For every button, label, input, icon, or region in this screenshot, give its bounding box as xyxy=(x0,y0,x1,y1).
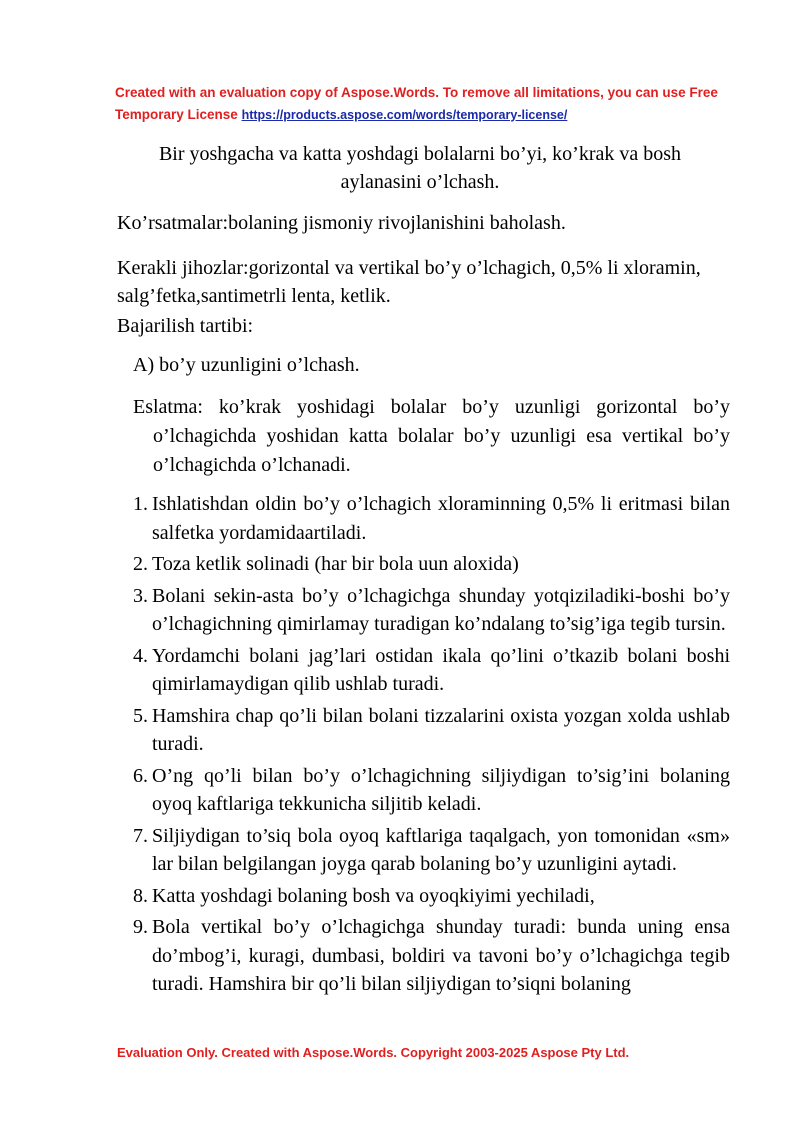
steps-list xyxy=(133,490,730,1002)
list-item xyxy=(133,913,730,999)
list-item xyxy=(133,702,730,759)
indications-paragraph: Ko’rsatmalar:bolaning jismoniy rivojlanishini baholash. xyxy=(117,212,566,234)
step-number: 3. xyxy=(133,584,148,607)
step-text: Ishlatishdan oldin bo’y o’lchagich xloraminning 0,5% li eritmasi bilan salfetka yordamidaartiladi. xyxy=(152,493,730,544)
section-a-heading: A) bo’y uzunligini o’lchash. xyxy=(133,354,360,376)
evaluation-footer: Evaluation Only. Created with Aspose.Words. Copyright 2003-2025 Aspose Pty Ltd. xyxy=(117,1045,630,1060)
step-text: Bola vertikal bo’y o’lchagichga shunday turadi: bunda uning ensa do’mbog’i, kuragi, dumbasi, boldiri va tavoni bo’y o’lchagichga tegib turadi. Hamshira bir qo’li bilan siljiydigan to’siqni bolaning xyxy=(152,916,730,995)
procedure-label: Bajarilish tartibi: xyxy=(117,315,254,337)
banner-text: Created with an evaluation copy of Aspose.Words. To remove all limitations, you can use Free Temporary License xyxy=(115,85,718,122)
step-text: Bolani sekin-asta bo’y o’lchagichga shunday yotqiziladiki-boshi bo’y o’lchagichning qimirlamay turadigan ko’ndalang to’sig’iga tegib tursin. xyxy=(152,584,730,635)
license-link[interactable]: https://products.aspose.com/words/temporary-license/ xyxy=(241,108,568,122)
list-item xyxy=(133,762,730,819)
step-number: 9. xyxy=(133,916,148,938)
list-item xyxy=(133,550,730,579)
list-item xyxy=(133,490,730,547)
list-item xyxy=(133,642,730,699)
step-number: 6. xyxy=(133,764,148,787)
step-text: O’ng qo’li bilan bo’y o’lchagichning siljiydigan to’sig’ini bolaning oyoq kaftlariga tekkunicha siljitib keladi. xyxy=(152,764,730,815)
step-number: 5. xyxy=(133,704,148,727)
step-text: Siljiydigan to’siq bola oyoq kaftlariga taqalgach, yon tomonidan «sm» lar bilan belgilangan joyga qarab bolaning bo’y uzunligini aytadi. xyxy=(152,824,730,875)
step-text: Katta yoshdagi bolaning bosh va oyoqkiyimi yechiladi, xyxy=(152,884,595,907)
list-item xyxy=(133,882,730,911)
step-number: 2. xyxy=(133,553,148,575)
list-item xyxy=(133,822,730,879)
document-title: Bir yoshgacha va katta yoshdagi bolalarni bo’yi, ko’krak va bosh aylanasini o’lchash. xyxy=(158,143,682,193)
list-item xyxy=(133,582,730,639)
step-text: Toza ketlik solinadi (har bir bola uun aloxida) xyxy=(152,553,519,575)
step-number: 7. xyxy=(133,824,148,847)
evaluation-banner xyxy=(115,82,735,126)
step-number: 4. xyxy=(133,644,148,667)
step-number: 1. xyxy=(133,493,148,515)
equipment-paragraph: Kerakli jihozlar:gorizontal va vertikal bo’y o’lchagich, 0,5% li xloramin, salg’fetka,santimetrli lenta, ketlik. xyxy=(117,257,701,307)
step-number: 8. xyxy=(133,884,148,907)
step-text: Hamshira chap qo’li bilan bolani tizzalarini oxista yozgan xolda ushlab turadi. xyxy=(152,704,730,755)
note-paragraph: Eslatma: ko’krak yoshidagi bolalar bo’y uzunligi gorizontal bo’y o’lchagichda yoshidan katta bolalar bo’y uzunligi esa vertikal bo’y o’lchagichda o’lchanadi. xyxy=(133,396,730,476)
step-text: Yordamchi bolani jag’lari ostidan ikala qo’lini o’tkazib bolani boshi qimirlamaydigan qilib ushlab turadi. xyxy=(152,644,730,695)
